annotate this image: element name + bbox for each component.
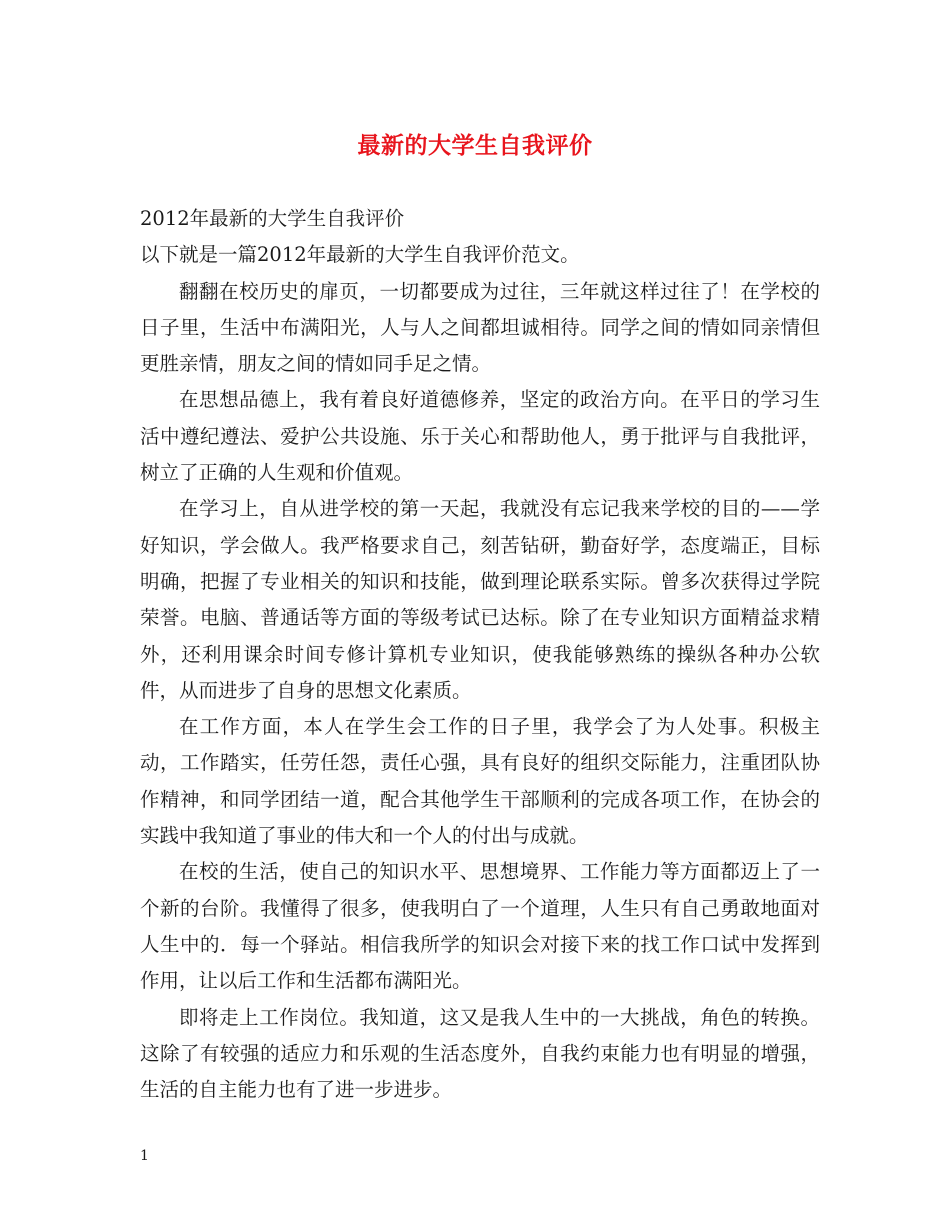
document-title: 最新的大学生自我评价 xyxy=(357,132,593,159)
paragraph: 在思想品德上，我有着良好道德修养，坚定的政治方向。在平日的学习生活中遵纪遵法、爱护公共设施、乐于关心和帮助他人，勇于批评与自我批评，树立了正确的人生观和价值观。 xyxy=(140,388,820,485)
paragraph: 在工作方面，本人在学生会工作的日子里，我学会了为人处事。积极主动，工作踏实，任劳任怨，责任心强，具有良好的组织交际能力，注重团队协作精神，和同学团结一道，配合其他学生干部顺利的完成各项工作，在协会的实践中我知道了事业的伟大和一个人的付出与成就。 xyxy=(140,715,820,848)
subtitle-line: 2012年最新的大学生自我评价 xyxy=(140,207,405,230)
paragraph: 翻翻在校历史的扉页，一切都要成为过往，三年就这样过往了！在学校的日子里，生活中布满阳光，人与人之间都坦诚相待。同学之间的情如同亲情但更胜亲情，朋友之间的情如同手足之情。 xyxy=(140,279,820,376)
document-body xyxy=(140,201,820,1108)
paragraph: 即将走上工作岗位。我知道，这又是我人生中的一大挑战，角色的转换。这除了有较强的适应力和乐观的生活态度外，自我约束能力也有明显的增强，生活的自主能力也有了进一步进步。 xyxy=(140,1005,820,1102)
intro-line: 以下就是一篇2012年最新的大学生自我评价范文。 xyxy=(140,243,580,267)
paragraph: 在校的生活，使自己的知识水平、思想境界、工作能力等方面都迈上了一个新的台阶。我懂得了很多，使我明白了一个道理，人生只有自己勇敢地面对人生中的．每一个驿站。相信我所学的知识会对接下来的找工作口试中发挥到作用，让以后工作和生活都布满阳光。 xyxy=(140,860,820,993)
paragraph: 在学习上，自从进学校的第一天起，我就没有忘记我来学校的目的——学好知识，学会做人。我严格要求自己，刻苦钻研，勤奋好学，态度端正，目标明确，把握了专业相关的知识和技能，做到理论联系实际。曾多次获得过学院荣誉。电脑、普通话等方面的等级考试已达标。除了在专业知识方面精益求精外，还利用课余时间专修计算机专业知识，使我能够熟练的操纵各种办公软件，从而进步了自身的思想文化素质。 xyxy=(140,497,820,702)
page-number: 1 xyxy=(140,1148,149,1164)
